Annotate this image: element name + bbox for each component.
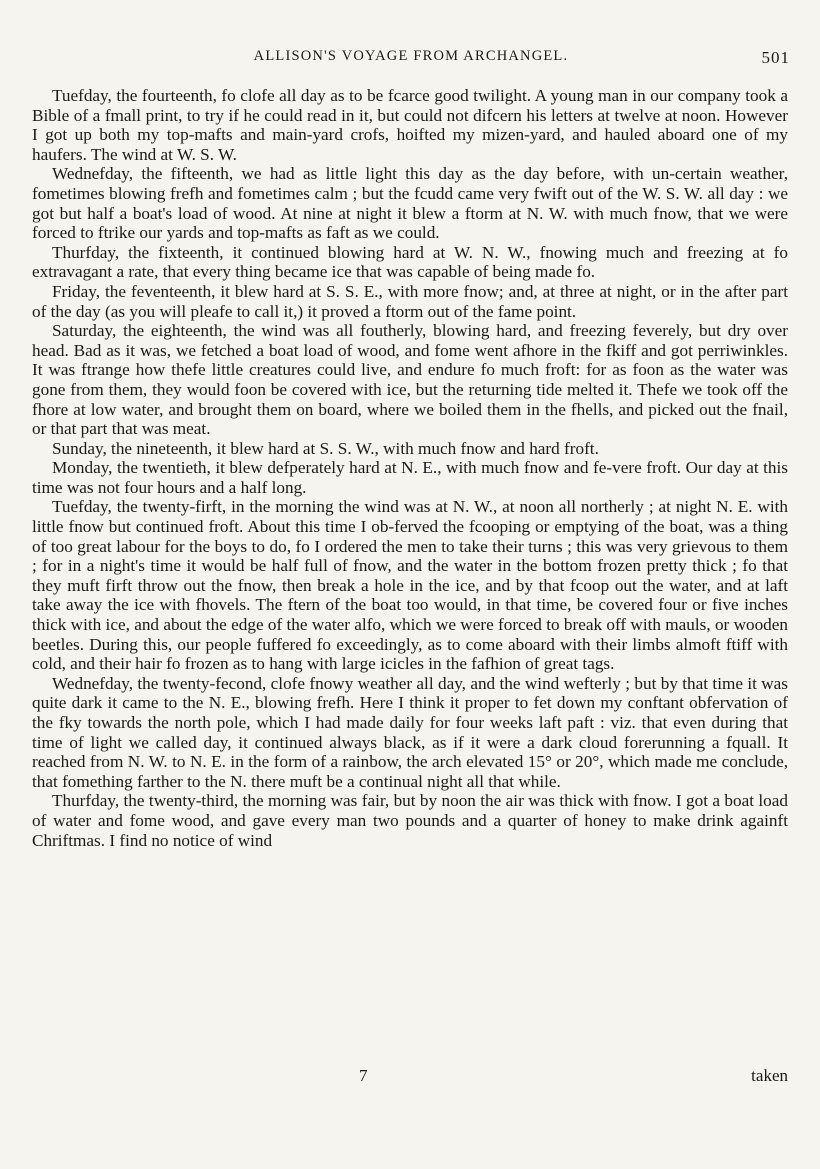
paragraph-wednesday-fifteenth: Wednefday, the fifteenth, we had as little light this day as the day before, with un-certain weather, fometimes blowing frefh and fometimes calm ; but the fcudd came very fwift out of the W. S. W. all day : we got but half a boat's load of wood. At nine at night it blew a ftorm at N. W. with much fnow, that we were forced to ftrike our yards and top-mafts as faft as we could.: [32, 164, 788, 243]
paragraph-thursday-twenty-third: Thurfday, the twenty-third, the morning was fair, but by noon the air was thick with fnow. I got a boat load of water and fome wood, and gave every man two pounds and a quarter of honey to make drink againft Chriftmas. I find no notice of wind: [32, 791, 788, 850]
catchword: taken: [751, 1066, 788, 1085]
paragraph-wednesday-twenty-second: Wednefday, the twenty-fecond, clofe fnowy weather all day, and the wind wefterly ; but by that time it was quite dark it came to the N. E., blowing frefh. Here I think it proper to fet down my conftant obfervation of the fky towards the north pole, which I had made daily for four weeks laft paft : viz. that even during that time of light we called day, it continued always black, as if it were a dark cloud forerunning a fquall. It reached from N. W. to N. E. in the form of a rainbow, the arch elevated 15° or 20°, which made me conclude, that fomething farther to the N. there muft be a continual night all that while.: [32, 673, 788, 791]
paragraph-tuesday-fourteenth: Tuefday, the fourteenth, fo clofe all day as to be fcarce good twilight. A young man in our company took a Bible of a fmall print, to try if he could read in it, but could not difcern his letters at twelve at noon. However I got up both my top-mafts and main-yard crofs, hoifted my mizen-yard, and hauled aboard one of my haufers. The wind at W. S. W.: [32, 86, 788, 164]
paragraph-saturday-eighteenth: Saturday, the eighteenth, the wind was all foutherly, blowing hard, and freezing feverely, but dry over head. Bad as it was, we fetched a boat load of wood, and fome went afhore in the fkiff and got perriwinkles. It was ftrange how thefe little creatures could live, and endure fo much froft: for as foon as the water was gone from them, they would foon be covered with ice, but the returning tide melted it. Thefe we took off the fhore at low water, and brought them on board, where we boiled them in the fhells, and picked out the fnail, or that part that was meat.: [32, 321, 788, 439]
running-title: ALLISON'S VOYAGE FROM ARCHANGEL.: [253, 48, 569, 64]
paragraph-monday-twentieth: Monday, the twentieth, it blew defperately hard at N. E., with much fnow and fe-vere froft. Our day at this time was not four hours and a half long.: [32, 458, 788, 497]
page-number: 501: [761, 48, 790, 67]
paragraph-friday-seventeenth: Friday, the feventeenth, it blew hard at S. S. E., with more fnow; and, at three at night, or in the after part of the day (as you will pleafe to call it,) it proved a ftorm out of the fame point.: [32, 281, 788, 321]
paragraph-thursday-sixteenth: Thurfday, the fixteenth, it continued blowing hard at W. N. W., fnowing much and freezing at fo extravagant a rate, that every thing became ice that was capable of being made fo.: [32, 242, 788, 282]
running-head: [32, 42, 790, 66]
footer-line: [32, 1066, 788, 1090]
signature-mark: 7: [359, 1066, 368, 1085]
paragraph-tuesday-twenty-first: Tuefday, the twenty-firft, in the morning the wind was at N. W., at noon all northerly ; at night N. E. with little fnow but continued froft. About this time I ob-ferved the fcooping or emptying of the boat, was a thing of too great labour for the boys to do, fo I ordered the men to take their turns ; this was very grievous to them ; for in a night's time it would be half full of fnow, and the water in the bottom frozen pretty thick ; fo that they muft firft throw out the fnow, then break a hole in the ice, and by that fcoop out the water, and at laft take away the ice with fhovels. The ftern of the boat too would, in that time, be covered four or five inches thick with ice, and about the edge of the water alfo, which we were forced to break off with mauls, or wooden beetles. During this, our people fuffered fo exceedingly, as to come aboard with their limbs almoft ftiff with cold, and their hair fo frozen as to hang with large icicles in the fafhion of great tags.: [32, 497, 788, 674]
body-text: [32, 86, 788, 850]
paragraph-sunday-nineteenth: Sunday, the nineteenth, it blew hard at S. S. W., with much fnow and hard froft.: [52, 438, 599, 458]
